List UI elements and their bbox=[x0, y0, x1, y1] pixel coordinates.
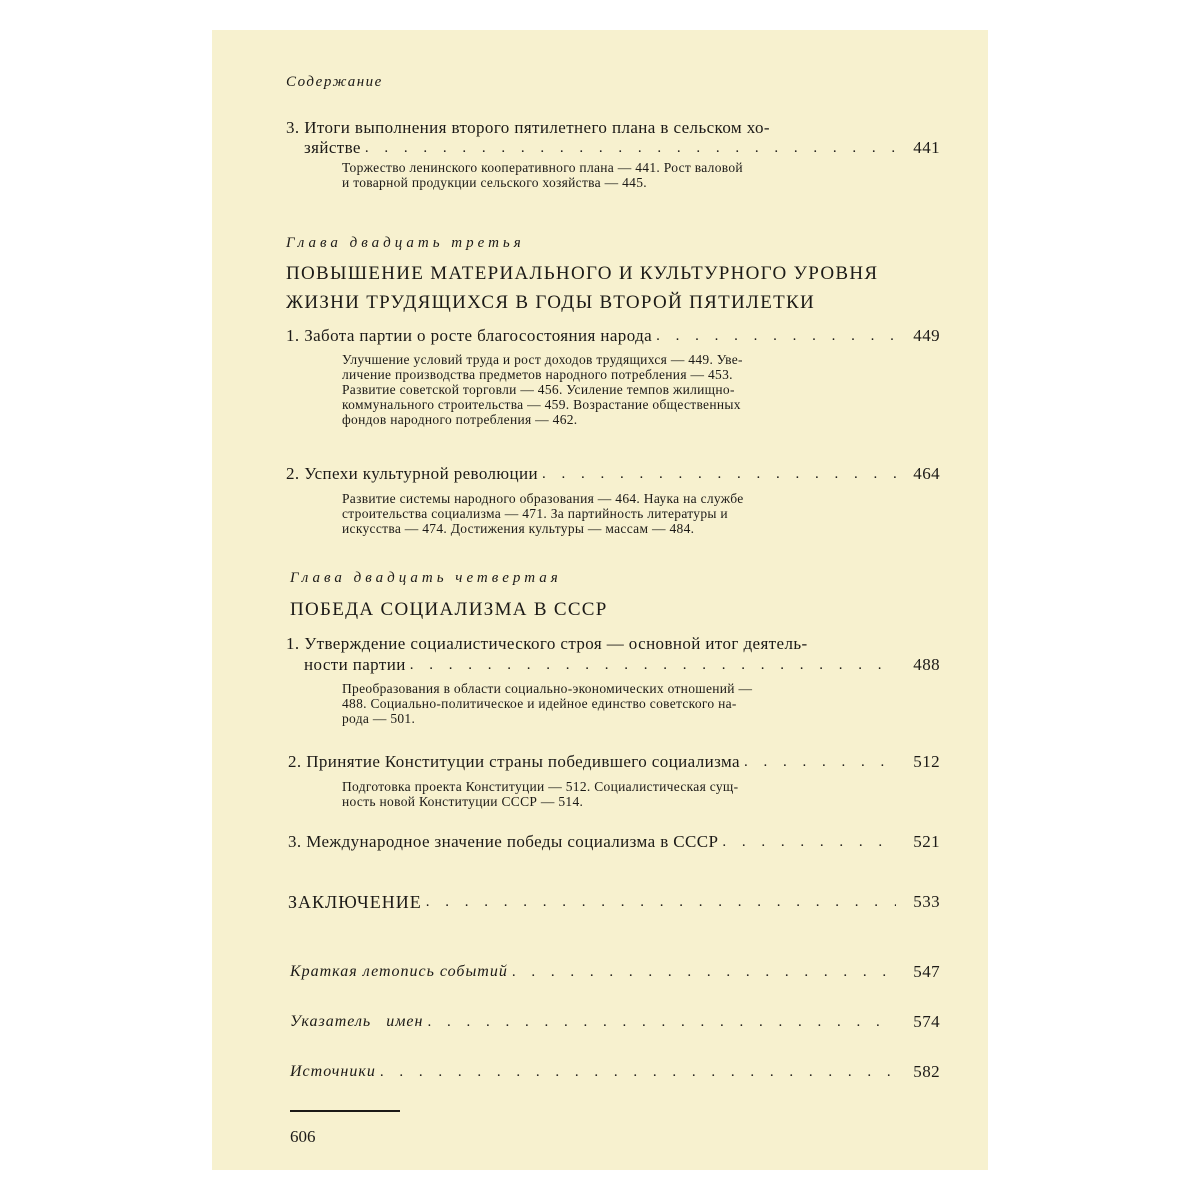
toc-entry-agri-line1[interactable] bbox=[286, 118, 936, 138]
page-number: 512 bbox=[913, 752, 940, 771]
page-number: 582 bbox=[913, 1062, 940, 1081]
book-page bbox=[212, 30, 988, 1170]
toc-entry-title: 3. Итоги выполнения второго пятилетнего плана в сельском хо- bbox=[286, 118, 770, 137]
summary-line: Преобразования в области социально-экономических отношений — bbox=[342, 681, 753, 696]
toc-entry-sources[interactable] bbox=[290, 1062, 940, 1082]
chapter-title bbox=[286, 259, 906, 317]
section-summary bbox=[342, 160, 882, 190]
chapter-title-line: ПОВЫШЕНИЕ МАТЕРИАЛЬНОГО И КУЛЬТУРНОГО УРОВНЯ bbox=[286, 263, 879, 284]
summary-line: Развитие советской торговли — 456. Усиление темпов жилищно- bbox=[342, 382, 735, 397]
running-head: Содержание bbox=[286, 74, 383, 90]
chapter-label: Глава двадцать четвертая bbox=[290, 570, 562, 586]
page-folio: 606 bbox=[290, 1127, 316, 1146]
summary-line: Улучшение условий труда и рост доходов трудящихся — 449. Уве- bbox=[342, 352, 743, 367]
page-number: 547 bbox=[913, 962, 940, 981]
summary-line: ность новой Конституции СССР — 514. bbox=[342, 794, 584, 809]
toc-entry-socialist-order-line1[interactable] bbox=[286, 634, 906, 654]
toc-entry-title: 2. Успехи культурной революции bbox=[286, 464, 539, 483]
footer-rule bbox=[290, 1110, 400, 1112]
page-number: 464 bbox=[913, 464, 940, 483]
summary-line: искусства — 474. Достижения культуры — массам — 484. bbox=[342, 521, 695, 536]
summary-line: строительства социализма — 471. За партийность литературы и bbox=[342, 506, 728, 521]
page-number: 488 bbox=[913, 655, 940, 674]
toc-entry-title: ЗАКЛЮЧЕНИЕ bbox=[288, 892, 422, 912]
toc-entry-chronicle[interactable] bbox=[290, 962, 940, 982]
toc-entry-constitution[interactable] bbox=[288, 752, 940, 772]
summary-line: Торжество ленинского кооперативного плана — 441. Рост валовой bbox=[342, 160, 743, 175]
dot-leader bbox=[512, 962, 896, 982]
summary-line: 488. Социально-политическое и идейное единство советского на- bbox=[342, 696, 737, 711]
toc-entry-title: 3. Международное значение победы социализма в СССР bbox=[288, 832, 719, 851]
toc-entry-title: Краткая летопись событий bbox=[290, 963, 508, 980]
dot-leader bbox=[365, 138, 896, 158]
page-number: 533 bbox=[913, 892, 940, 911]
toc-entry-agri-line2[interactable] bbox=[304, 138, 940, 158]
toc-entry-name-index[interactable] bbox=[290, 1012, 940, 1032]
toc-entry-title: 1. Забота партии о росте благосостояния народа bbox=[286, 326, 653, 345]
summary-line: Развитие системы народного образования — 464. Наука на службе bbox=[342, 491, 744, 506]
toc-entry-title: зяйстве bbox=[304, 138, 361, 157]
toc-entry-welfare[interactable] bbox=[286, 326, 940, 346]
toc-entry-title: Указатель имен bbox=[290, 1013, 424, 1030]
dot-leader bbox=[744, 752, 896, 772]
toc-entry-title: Источники bbox=[290, 1063, 376, 1080]
page-number: 441 bbox=[913, 138, 940, 157]
dot-leader bbox=[722, 832, 896, 852]
page-number: 521 bbox=[913, 832, 940, 851]
dot-leader bbox=[380, 1062, 896, 1082]
dot-leader bbox=[542, 464, 896, 484]
summary-line: коммунального строительства — 459. Возрастание общественных bbox=[342, 397, 741, 412]
toc-entry-title: 2. Принятие Конституции страны победившего социализма bbox=[288, 752, 740, 771]
chapter-label: Глава двадцать третья bbox=[286, 235, 525, 251]
page-number: 449 bbox=[913, 326, 940, 345]
summary-line: фондов народного потребления — 462. bbox=[342, 412, 578, 427]
dot-leader bbox=[656, 326, 896, 346]
summary-line: и товарной продукции сельского хозяйства — 445. bbox=[342, 175, 647, 190]
toc-entry-culture[interactable] bbox=[286, 464, 940, 484]
chapter-title-line: ЖИЗНИ ТРУДЯЩИХСЯ В ГОДЫ ВТОРОЙ ПЯТИЛЕТКИ bbox=[286, 292, 815, 313]
summary-line: личение производства предметов народного потребления — 453. bbox=[342, 367, 733, 382]
summary-line: Подготовка проекта Конституции — 512. Социалистическая сущ- bbox=[342, 779, 739, 794]
dot-leader bbox=[426, 892, 896, 912]
section-summary bbox=[342, 681, 882, 726]
page-number: 574 bbox=[913, 1012, 940, 1031]
toc-entry-title: ности партии bbox=[304, 655, 406, 674]
section-summary bbox=[342, 352, 882, 427]
dot-leader bbox=[427, 1012, 896, 1032]
toc-entry-socialist-order-line2[interactable] bbox=[304, 655, 940, 675]
chapter-title: ПОБЕДА СОЦИАЛИЗМА В СССР bbox=[290, 599, 608, 620]
dot-leader bbox=[410, 655, 896, 675]
summary-line: рода — 501. bbox=[342, 711, 416, 726]
toc-entry-conclusion[interactable] bbox=[288, 892, 940, 912]
toc-entry-title: 1. Утверждение социалистического строя — основной итог деятель- bbox=[286, 634, 808, 653]
section-summary bbox=[342, 491, 882, 536]
section-summary bbox=[342, 779, 882, 809]
toc-entry-international[interactable] bbox=[288, 832, 940, 852]
